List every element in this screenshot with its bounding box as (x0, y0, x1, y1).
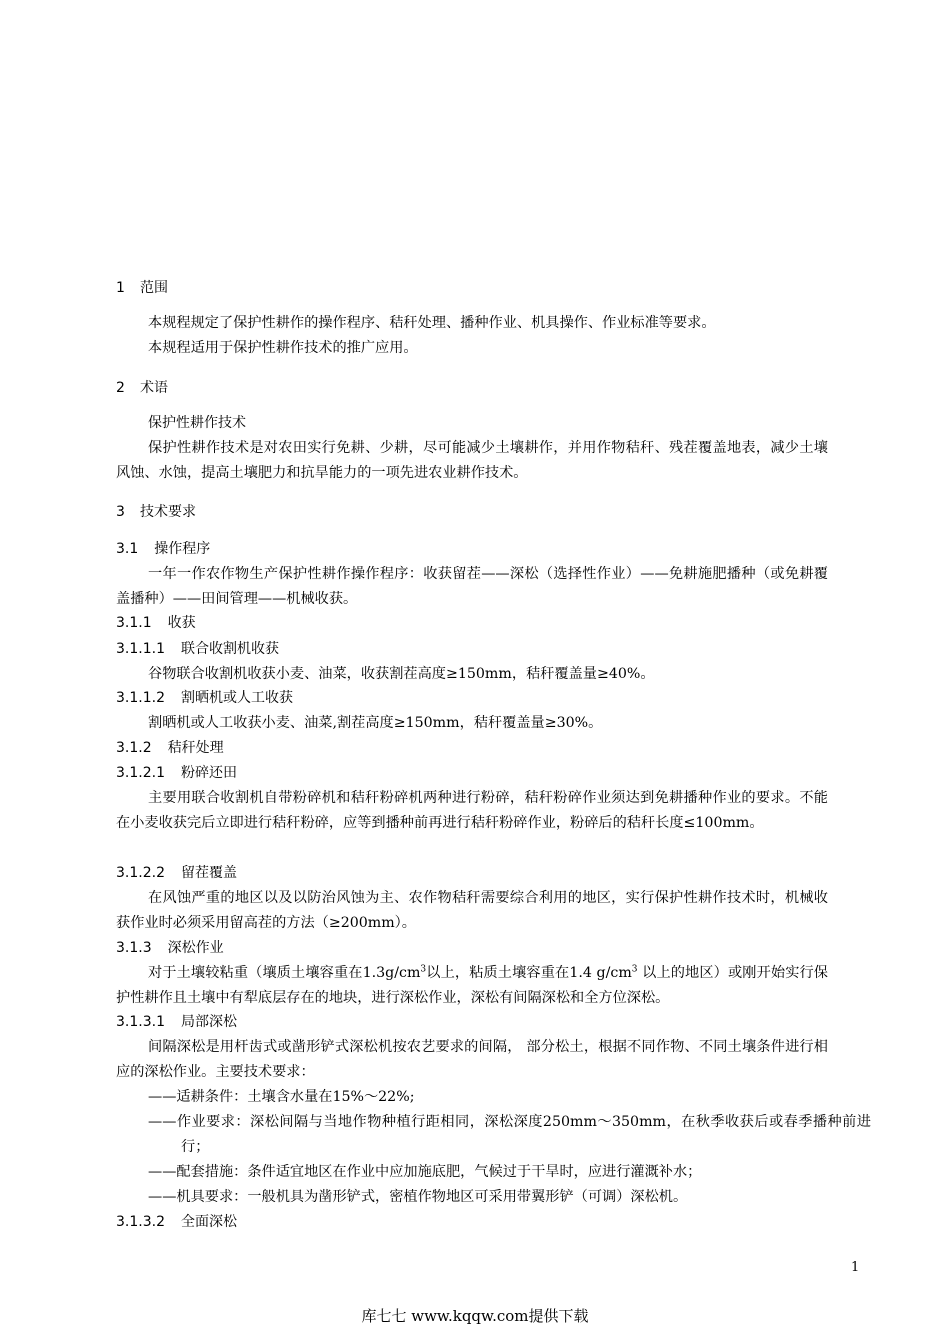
section-number: 3.1.2 (116, 740, 152, 756)
page-number: 1 (851, 1260, 860, 1275)
section-number: 3.1.2.1 (116, 765, 165, 781)
section-3-heading (116, 503, 196, 521)
section-3-1-3-1-heading (116, 1013, 237, 1031)
section-3-1-2-1-paragraph: 主要用联合收割机自带粉碎机和秸秆粉碎机两种进行粉碎，秸秆粉碎作业须达到免耕播种作业的要求。不能在小麦收获完后立即进行秸秆粉碎，应等到播种前再进行秸秆粉碎作业，粉碎后的秸秆长度≤100mm。 (116, 790, 828, 831)
section-3-1-3-paragraph: 对于土壤较粘重（壤质土壤容重在$1.3g/cm^3$以上，粘质土壤容重在1.4 $g/cm^3$ 以上的地区）或刚开始实行保护性耕作且土壤中有犁底层存在的地块，进行深松作业，深松有间隔深松和全方位深松。 (116, 964, 828, 1006)
section-3-1-1-1-paragraph: 谷物联合收割机收获小麦、油菜，收获割茬高度≥150mm，秸秆覆盖量≥40%。 (148, 666, 655, 682)
section-title: 操作程序 (154, 541, 211, 557)
section-title: 术语 (140, 380, 168, 396)
section-title: 收获 (167, 615, 196, 631)
section-3-1-3-heading (116, 939, 224, 957)
section-number: 3.1.1 (116, 615, 152, 631)
section-3-1-3-2-heading (116, 1213, 237, 1231)
list-item: ——适耕条件：土壤含水量在15%～22%; (148, 1089, 415, 1105)
section-3-1-paragraph: 一年一作农作物生产保护性耕作操作程序：收获留茬——深松（选择性作业）——免耕施肥播种（或免耕覆盖播种）——田间管理——机械收获。 (116, 566, 828, 607)
term-definition: 保护性耕作技术是对农田实行免耕、少耕，尽可能减少土壤耕作，并用作物秸秆、残茬覆盖地表，减少土壤风蚀、水蚀，提高土壤肥力和抗旱能力的一项先进农业耕作技术。 (116, 440, 828, 481)
section-number: 3.1.2.2 (116, 865, 165, 881)
section-number: 3.1.3.2 (116, 1214, 165, 1230)
section-title: 秸秆处理 (167, 740, 224, 756)
section-1-paragraph-2: 本规程适用于保护性耕作技术的推广应用。 (148, 340, 418, 356)
section-1-paragraph-1: 本规程规定了保护性耕作的操作程序、秸秆处理、播种作业、机具操作、作业标准等要求。 (148, 315, 716, 331)
list-item: ——配套措施：条件适宜地区在作业中应加施底肥，气候过于干旱时，应进行灌溉补水； (148, 1164, 702, 1180)
section-title: 范围 (140, 280, 168, 296)
section-3-1-1-2-paragraph: 割晒机或人工收获小麦、油菜,割茬高度≥150mm，秸秆覆盖量≥30%。 (148, 715, 603, 731)
section-title: 割晒机或人工收获 (180, 690, 293, 706)
section-number: 3.1.3.1 (116, 1014, 165, 1030)
section-title: 技术要求 (140, 504, 196, 520)
section-title: 粉碎还田 (180, 765, 237, 781)
section-3-1-2-heading (116, 739, 224, 757)
section-title: 留茬覆盖 (180, 865, 237, 881)
section-number: 2 (116, 380, 125, 396)
term-name: 保护性耕作技术 (148, 415, 246, 431)
section-title: 联合收割机收获 (180, 641, 279, 657)
section-3-1-2-1-heading (116, 764, 237, 782)
section-number: 3.1.1.1 (116, 641, 165, 657)
section-3-1-1-heading (116, 614, 196, 632)
section-number: 3.1.3 (116, 940, 152, 956)
section-1-heading (116, 279, 168, 297)
list-item: ——作业要求：深松间隔与当地作物种植行距相同，深松深度250mm～350mm，在秋季收获后或春季播种前进行； (148, 1114, 871, 1155)
section-number: 3.1.1.2 (116, 690, 165, 706)
section-3-1-heading (116, 540, 210, 558)
section-3-1-1-1-heading (116, 640, 279, 658)
section-3-1-2-2-paragraph: 在风蚀严重的地区以及以防治风蚀为主、农作物秸秆需要综合利用的地区，实行保护性耕作技术时，机械收获作业时必须采用留高茬的方法（≥200mm）。 (116, 890, 828, 931)
section-number: 3 (116, 504, 125, 520)
section-number: 1 (116, 280, 125, 296)
section-2-heading (116, 379, 168, 397)
section-3-1-2-2-heading (116, 864, 237, 882)
download-footer: 库七七 www.kqqw.com提供下载 (361, 1307, 589, 1325)
section-title: 深松作业 (167, 940, 224, 956)
section-3-1-3-1-paragraph: 间隔深松是用杆齿式或凿形铲式深松机按农艺要求的间隔， 部分松土，根据不同作物、不同土壤条件进行相应的深松作业。主要技术要求： (116, 1039, 828, 1080)
section-title: 局部深松 (180, 1014, 237, 1030)
section-3-1-1-2-heading (116, 689, 293, 707)
list-item: ——机具要求：一般机具为凿形铲式，密植作物地区可采用带翼形铲（可调）深松机。 (148, 1189, 688, 1205)
section-title: 全面深松 (180, 1214, 237, 1230)
section-number: 3.1 (116, 541, 139, 557)
